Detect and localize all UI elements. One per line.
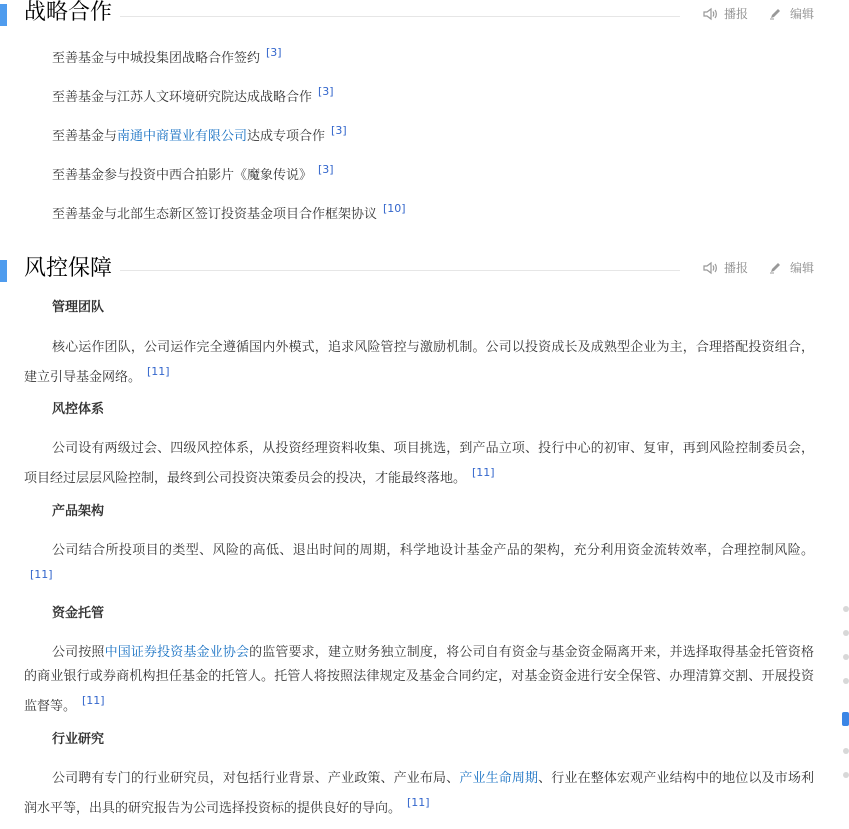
paragraph: 公司按照中国证券投资基金业协会的监管要求，建立财务独立制度，将公司自有资金与基金资金隔离开来，并选择取得基金托管资格的商业银行或券商机构担任基金的托管人。托管人将按照法律规定及基金合同约定，对基金资金进行安全保管、办理清算交割、开展投资监督等。 [11] (24, 645, 814, 714)
section-accent-bar (0, 4, 7, 26)
section-title: 风控保障 (24, 256, 113, 281)
paragraph: 公司结合所投项目的类型、风险的高低、退出时间的周期，科学地设计基金产品的架构，充分利用资金流转效率，合理控制风险。[11] (30, 543, 814, 581)
reference-link[interactable]: [11] (407, 796, 430, 809)
speaker-icon (702, 7, 718, 21)
reference-link[interactable]: [11] (82, 694, 105, 707)
broadcast-button[interactable] (702, 256, 748, 280)
reference-link[interactable]: [10] (383, 202, 406, 215)
list-item: 至善基金参与投资中西合拍影片《魔象传说》 [3] (52, 163, 334, 183)
section-header-strategic-cooperation (0, 0, 830, 30)
edit-label: 编辑 (789, 261, 814, 275)
edit-button[interactable] (768, 2, 814, 26)
edit-label: 编辑 (789, 7, 814, 21)
subheading: 资金托管 (52, 606, 105, 621)
scroll-dot[interactable] (843, 678, 849, 684)
scroll-dot[interactable] (843, 748, 849, 754)
reference-link[interactable]: [3] (318, 85, 334, 98)
subheading: 行业研究 (52, 732, 105, 747)
scroll-dot[interactable] (843, 630, 849, 636)
broadcast-label: 播报 (723, 7, 748, 21)
subheading: 风控体系 (52, 402, 105, 417)
list-item: 至善基金与江苏人文环境研究院达成战略合作 [3] (52, 85, 334, 105)
speaker-icon (702, 261, 718, 275)
broadcast-label: 播报 (723, 261, 748, 275)
paragraph: 公司聘有专门的行业研究员，对包括行业背景、产业政策、产业布局、产业生命周期、行业在整体宏观产业结构中的地位以及市场利润水平等，出具的研究报告为公司选择投资标的提供良好的导向。 [11] (24, 771, 814, 816)
company-link[interactable]: 南通中商置业有限公司 (117, 129, 248, 144)
reference-link[interactable]: [11] (30, 568, 53, 581)
reference-link[interactable]: [3] (266, 46, 282, 59)
reference-link[interactable]: [11] (147, 365, 170, 378)
section-tools (702, 256, 814, 280)
section-accent-bar (0, 260, 7, 282)
scroll-dot[interactable] (843, 606, 849, 612)
industry-lifecycle-link[interactable]: 产业生命周期 (459, 771, 539, 786)
list-item: 至善基金与中城投集团战略合作签约 [3] (52, 46, 282, 66)
scroll-indicator[interactable] (839, 598, 849, 788)
edit-button[interactable] (768, 256, 814, 280)
paragraph: 公司设有两级过会、四级风控体系，从投资经理资料收集、项目挑选，到产品立项、投行中心的初审、复审，再到风险控制委员会，项目经过层层风险控制，最终到公司投资决策委员会的投决，才能最终落地。 [11] (24, 441, 814, 486)
section-divider (120, 270, 680, 271)
pencil-icon (768, 7, 784, 21)
section-divider (120, 16, 680, 17)
reference-link[interactable]: [11] (472, 466, 495, 479)
reference-link[interactable]: [3] (318, 163, 334, 176)
scroll-dot[interactable] (843, 654, 849, 660)
subheading: 产品架构 (52, 504, 105, 519)
section-tools (702, 2, 814, 26)
scroll-dot-active[interactable] (842, 712, 849, 726)
list-item: 至善基金与南通中商置业有限公司达成专项合作 [3] (52, 124, 347, 144)
subheading: 管理团队 (52, 300, 105, 315)
paragraph: 核心运作团队，公司运作完全遵循国内外模式，追求风险管控与激励机制。公司以投资成长及成熟型企业为主，合理搭配投资组合，建立引导基金网络。 [11] (24, 340, 814, 385)
scroll-dot[interactable] (843, 772, 849, 778)
association-link[interactable]: 中国证券投资基金业协会 (104, 645, 250, 660)
broadcast-button[interactable] (702, 2, 748, 26)
pencil-icon (768, 261, 784, 275)
section-title: 战略合作 (24, 0, 113, 25)
reference-link[interactable]: [3] (331, 124, 347, 137)
section-header-risk-control (0, 254, 830, 284)
list-item: 至善基金与北部生态新区签订投资基金项目合作框架协议 [10] (52, 202, 406, 222)
